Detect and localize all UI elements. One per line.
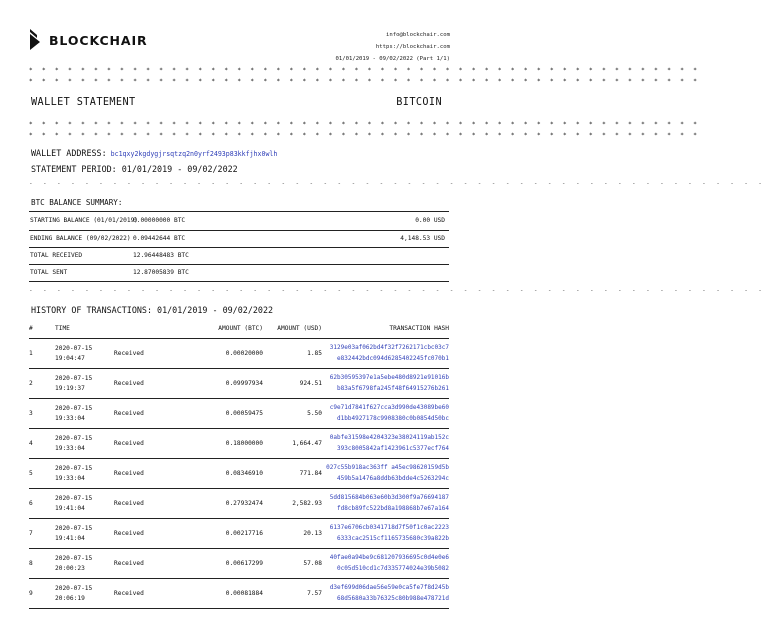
- balance-btc: 12.96448483 BTC: [133, 252, 189, 259]
- tx-number: 6: [29, 500, 33, 507]
- tx-amount-btc: 0.00020000: [225, 350, 263, 357]
- tx-amount-usd: 7.57: [307, 590, 322, 597]
- tx-amount-btc: 0.00081884: [225, 590, 263, 597]
- table-rule: [29, 281, 449, 282]
- tx-time: 19:33:04: [55, 415, 85, 422]
- balance-btc: 0.00000000 BTC: [133, 217, 186, 224]
- column-amount-usd: AMOUNT (USD): [277, 325, 322, 332]
- tx-date: 2020-07-15: [55, 585, 93, 592]
- balance-label: STARTING BALANCE (01/01/2019): [30, 217, 139, 224]
- column-hash: TRANSACTION HASH: [389, 325, 449, 332]
- tx-datetime: [55, 554, 92, 574]
- tx-direction: Received: [114, 560, 144, 567]
- balance-summary-title: BTC BALANCE SUMMARY:: [31, 198, 123, 207]
- tx-date: 2020-07-15: [55, 465, 93, 472]
- tx-direction: Received: [114, 350, 144, 357]
- table-row: [29, 519, 449, 549]
- tx-time: 20:00:23: [55, 565, 85, 572]
- balance-row: [29, 264, 449, 282]
- tx-datetime: [55, 434, 92, 454]
- tx-hash-line: 0abfe31598e4204323e38024119ab152c: [329, 434, 449, 441]
- dash-divider: - - - - - - - - - - - - - - - - - - - - - - - - - - - - - - - - - - - - - - - - - - - - - - - - - - - - -: [29, 180, 765, 187]
- tx-amount-usd: 771.84: [299, 470, 322, 477]
- balance-btc: 0.09442644 BTC: [133, 235, 186, 242]
- tx-datetime: [55, 374, 92, 394]
- tx-amount-usd: 20.13: [303, 530, 322, 537]
- tx-number: 9: [29, 590, 33, 597]
- tx-amount-usd: 1.85: [307, 350, 322, 357]
- tx-hash-link[interactable]: [330, 493, 449, 514]
- column-number: #: [29, 325, 33, 332]
- brand-name: BLOCKCHAIR: [49, 32, 148, 48]
- tx-direction: Received: [114, 440, 144, 447]
- table-row: [29, 369, 449, 399]
- tx-hash-link[interactable]: [330, 583, 449, 604]
- statement-currency: BITCOIN: [396, 97, 442, 108]
- tx-time: 19:19:37: [55, 385, 85, 392]
- tx-date: 2020-07-15: [55, 405, 93, 412]
- tx-amount-btc: 0.00617299: [225, 560, 263, 567]
- tx-amount-btc: 0.09997934: [225, 380, 263, 387]
- balance-row: [29, 230, 449, 248]
- balance-usd: 4,148.53 USD: [400, 235, 445, 242]
- table-row: [29, 399, 449, 429]
- wallet-address-line: [31, 148, 277, 158]
- tx-amount-btc: 0.08346910: [225, 470, 263, 477]
- tx-date: 2020-07-15: [55, 555, 93, 562]
- tx-datetime: [55, 524, 92, 544]
- table-row: [29, 489, 449, 519]
- tx-hash-line: 68d5680a33b76325c80b988e478721d: [337, 594, 449, 602]
- table-row: [29, 549, 449, 579]
- tx-amount-usd: 5.50: [307, 410, 322, 417]
- tx-direction: Received: [114, 410, 144, 417]
- tx-date: 2020-07-15: [55, 345, 93, 352]
- tx-time: 20:06:19: [55, 595, 85, 602]
- tx-number: 7: [29, 530, 33, 537]
- statement-title: WALLET STATEMENT: [31, 97, 136, 108]
- tx-hash-line: fd8cb89fc522bd8a198868b7e67a164: [337, 504, 449, 512]
- table-row: [29, 339, 449, 369]
- balance-row: [29, 212, 449, 230]
- tx-amount-usd: 2,582.93: [292, 500, 322, 507]
- column-time: TIME: [55, 325, 70, 332]
- balance-label: ENDING BALANCE (09/02/2022): [30, 235, 131, 242]
- contact-email[interactable]: info@blockchair.com: [386, 32, 450, 38]
- tx-amount-btc: 0.18000000: [225, 440, 263, 447]
- tx-date: 2020-07-15: [55, 495, 93, 502]
- tx-hash-link[interactable]: [330, 403, 449, 424]
- tx-date: 2020-07-15: [55, 435, 93, 442]
- tx-datetime: [55, 584, 92, 604]
- tx-amount-usd: 1,664.47: [292, 440, 322, 447]
- tx-number: 2: [29, 380, 33, 387]
- tx-hash-link[interactable]: [330, 373, 449, 394]
- star-divider: * * * * * * * * * * * * * * * * * * * * * * * * * * * * * * * * * * * * * * * * * * * * * * * * * * * *: [29, 121, 700, 128]
- tx-datetime: [55, 404, 92, 424]
- tx-date: 2020-07-15: [55, 525, 93, 532]
- tx-time: 19:41:04: [55, 535, 85, 542]
- tx-amount-btc: 0.00059475: [225, 410, 263, 417]
- column-amount-btc: AMOUNT (BTC): [218, 325, 263, 332]
- tx-hash-line: c9e71d7841f627cca3d990de43089be60: [329, 404, 449, 411]
- tx-hash-line: 40fae0a94be9c681207936695c0d4e0e6: [329, 554, 449, 561]
- dash-divider: - - - - - - - - - - - - - - - - - - - - - - - - - - - - - - - - - - - - - - - - - - - - - - - - - - - - -: [29, 287, 765, 294]
- wallet-address[interactable]: bc1qxy2kgdygjrsqtzq2n0yrf2493p83kkfjhx0wlh: [110, 150, 278, 158]
- balance-row: [29, 247, 449, 265]
- star-divider: * * * * * * * * * * * * * * * * * * * * * * * * * * * * * * * * * * * * * * * * * * * * * * * * * * * *: [29, 67, 700, 74]
- tx-number: 5: [29, 470, 33, 477]
- blockchair-logo[interactable]: [28, 28, 148, 52]
- tx-hash-line: b83a5f6798fa245f48f64915276b261: [337, 384, 449, 392]
- tx-hash-line: e832442bdc094d6285402245fc070b1: [337, 354, 449, 362]
- balance-btc: 12.87005839 BTC: [133, 269, 189, 276]
- tx-hash-link[interactable]: [330, 523, 449, 544]
- statement-period: STATEMENT PERIOD: 01/01/2019 - 09/02/2022: [31, 164, 238, 174]
- tx-datetime: [55, 464, 92, 484]
- tx-time: 19:33:04: [55, 475, 85, 482]
- tx-hash-link[interactable]: [326, 463, 449, 484]
- tx-number: 8: [29, 560, 33, 567]
- tx-direction: Received: [114, 380, 144, 387]
- star-divider: * * * * * * * * * * * * * * * * * * * * * * * * * * * * * * * * * * * * * * * * * * * * * * * * * * * *: [29, 132, 700, 139]
- tx-number: 3: [29, 410, 33, 417]
- tx-hash-line: 027c55b918ac363ff a45ec98620159d5b: [326, 464, 449, 471]
- tx-hash-line: 459b5a1476a8ddb63bdde4c5263294c: [337, 474, 449, 482]
- tx-datetime: [55, 494, 92, 514]
- tx-hash-link[interactable]: [330, 553, 449, 574]
- statement-period-part: 01/01/2019 - 09/02/2022 (Part 1/1): [335, 56, 450, 62]
- tx-hash-line: 62b30595397e1a5ebe480d8921e91016b: [329, 374, 449, 381]
- balance-label: TOTAL RECEIVED: [30, 252, 83, 259]
- tx-time: 19:41:04: [55, 505, 85, 512]
- tx-hash-line: 3129e03af062bd4f32f7262171cbc03c7: [329, 344, 449, 351]
- tx-amount-btc: 0.00217716: [225, 530, 263, 537]
- tx-amount-usd: 924.51: [299, 380, 322, 387]
- tx-number: 1: [29, 350, 33, 357]
- blockchair-logo-icon: [28, 28, 42, 52]
- balance-usd: 0.00 USD: [415, 217, 445, 224]
- tx-direction: Received: [114, 530, 144, 537]
- table-row: [29, 579, 449, 609]
- tx-time: 19:04:47: [55, 355, 85, 362]
- table-rule: [29, 608, 449, 609]
- tx-hash-line: 6333cac2515cf1165735680c39a822b: [337, 534, 449, 542]
- tx-direction: Received: [114, 590, 144, 597]
- tx-amount-btc: 0.27932474: [225, 500, 263, 507]
- wallet-address-label: WALLET ADDRESS:: [31, 148, 107, 158]
- tx-hash-line: d1bb4927178c9908380c0b0854d50bc: [337, 414, 449, 422]
- tx-hash-line: 5dd815684b063e60b3d300f9a76694187: [329, 494, 449, 501]
- table-row: [29, 459, 449, 489]
- tx-hash-line: 0c05d510cd1c7d335774024e39b5082: [337, 564, 449, 572]
- contact-website[interactable]: https://blockchair.com: [375, 44, 450, 50]
- history-title: HISTORY OF TRANSACTIONS: 01/01/2019 - 09/02/2022: [31, 305, 274, 315]
- tx-time: 19:33:04: [55, 445, 85, 452]
- tx-hash-line: 6137e6706cb0341718d7f50f1c0ac2223: [329, 524, 449, 531]
- tx-hash-line: 393c8005842af1423961c5377ecf764: [337, 444, 449, 452]
- star-divider: * * * * * * * * * * * * * * * * * * * * * * * * * * * * * * * * * * * * * * * * * * * * * * * * * * * *: [29, 78, 700, 85]
- contact-info: [335, 29, 450, 65]
- tx-direction: Received: [114, 500, 144, 507]
- tx-amount-usd: 57.08: [303, 560, 322, 567]
- table-row: [29, 429, 449, 459]
- balance-label: TOTAL SENT: [30, 269, 68, 276]
- tx-datetime: [55, 344, 92, 364]
- tx-direction: Received: [114, 470, 144, 477]
- tx-hash-line: d3ef699d06dae56e59e0ca5fe7f8d245b: [329, 584, 449, 591]
- tx-date: 2020-07-15: [55, 375, 93, 382]
- tx-hash-link[interactable]: [330, 433, 449, 454]
- tx-hash-link[interactable]: [330, 343, 449, 364]
- tx-number: 4: [29, 440, 33, 447]
- transactions-header: [29, 325, 449, 337]
